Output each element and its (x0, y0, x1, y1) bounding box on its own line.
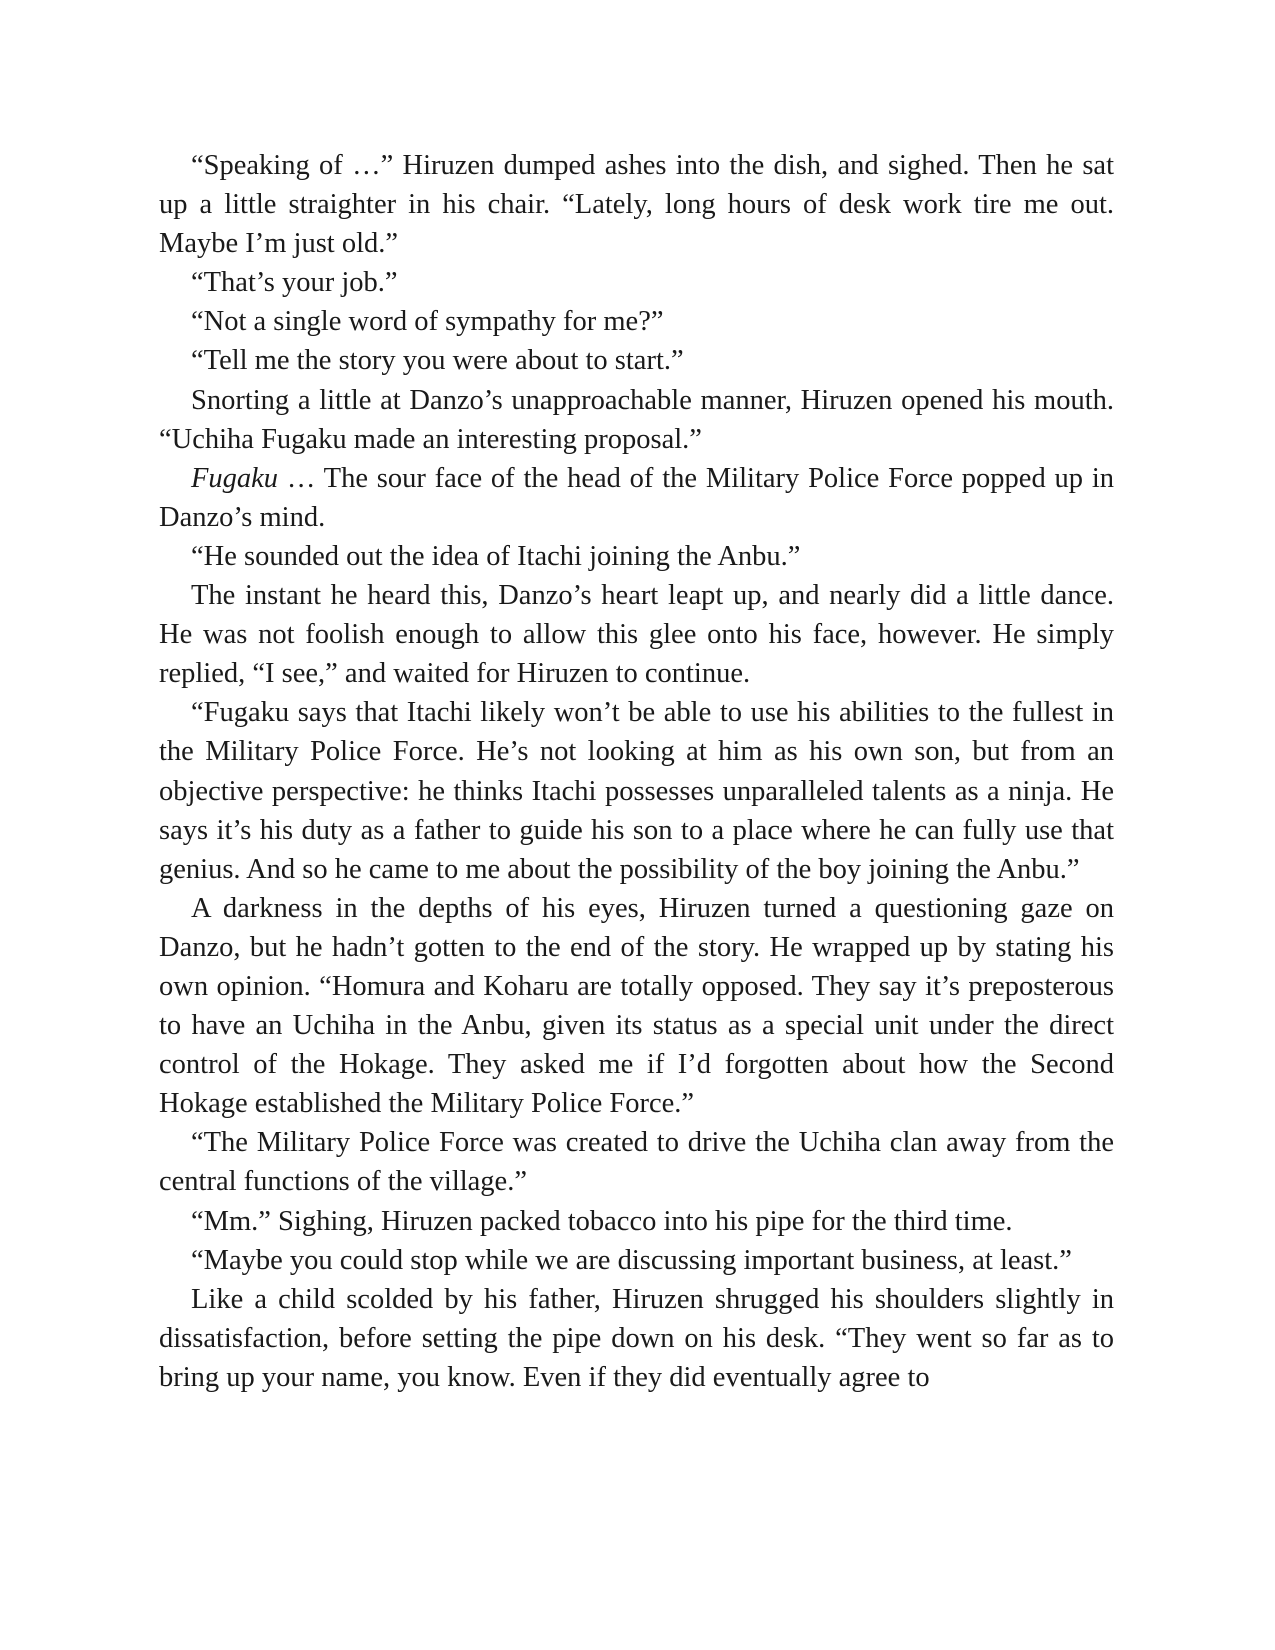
italic-text: Fugaku (191, 462, 279, 494)
paragraph (159, 341, 1114, 380)
paragraph-text: The instant he heard this, Danzo’s heart leapt up, and nearly did a little dance. He was not foolish enough to allow this glee onto his face, however. He simply replied, “I see,” and waited for Hiruzen to continue. (159, 580, 1114, 690)
paragraph (159, 381, 1114, 459)
paragraph-text: “Speaking of …” Hiruzen dumped ashes into the dish, and sighed. Then he sat up a little straighter in his chair. “Lately, long hours of desk work tire me out. Maybe I’m just old.” (159, 150, 1114, 260)
paragraph-text: “He sounded out the idea of Itachi joining the Anbu.” (191, 540, 801, 572)
paragraph-text: Like a child scolded by his father, Hiruzen shrugged his shoulders slightly in dissatisfaction, before setting the pipe down on his desk. “They went so far as to bring up your name, you know. Even if they did eventually agree to (159, 1283, 1114, 1393)
paragraph (159, 1280, 1114, 1397)
paragraph (159, 889, 1114, 1124)
paragraph (159, 576, 1114, 693)
paragraph-text: Snorting a little at Danzo’s unapproachable manner, Hiruzen opened his mouth. “Uchiha Fugaku made an interesting proposal.” (159, 384, 1114, 455)
paragraph (159, 146, 1114, 263)
paragraph (159, 1202, 1114, 1241)
paragraph-text: “Tell me the story you were about to start.” (191, 345, 684, 377)
paragraph-text: “Mm.” Sighing, Hiruzen packed tobacco into his pipe for the third time. (191, 1205, 1013, 1237)
paragraph-text: A darkness in the depths of his eyes, Hiruzen turned a questioning gaze on Danzo, but he hadn’t gotten to the end of the story. He wrapped up by stating his own opinion. “Homura and Koharu are totally opposed. They say it’s preposterous to have an Uchiha in the Anbu, given its status as a special unit under the direct control of the Hokage. They asked me if I’d forgotten about how the Second Hokage established the Military Police Force.” (159, 892, 1114, 1120)
paragraph-text: “Fugaku says that Itachi likely won’t be able to use his abilities to the fullest in the Military Police Force. He’s not looking at him as his own son, but from an objective perspective: he thinks Itachi possesses unparalleled talents as a ninja. He says it’s his duty as a father to guide his son to a place where he can fully use that genius. And so he came to me about the possibility of the boy joining the Anbu.” (159, 697, 1114, 885)
paragraph (159, 302, 1114, 341)
paragraph (159, 1123, 1114, 1201)
paragraph-text: “That’s your job.” (191, 267, 398, 299)
paragraph (159, 263, 1114, 302)
paragraph (159, 1241, 1114, 1280)
paragraph-text: “Maybe you could stop while we are discussing important business, at least.” (191, 1244, 1072, 1276)
paragraph-text: … The sour face of the head of the Military Police Force popped up in Danzo’s mind. (159, 462, 1114, 533)
paragraph (159, 693, 1114, 888)
body-text (159, 146, 1114, 1397)
paragraph (159, 537, 1114, 576)
paragraph (159, 459, 1114, 537)
paragraph-text: “The Military Police Force was created to drive the Uchiha clan away from the central functions of the village.” (159, 1127, 1114, 1198)
paragraph-text: “Not a single word of sympathy for me?” (191, 306, 664, 338)
